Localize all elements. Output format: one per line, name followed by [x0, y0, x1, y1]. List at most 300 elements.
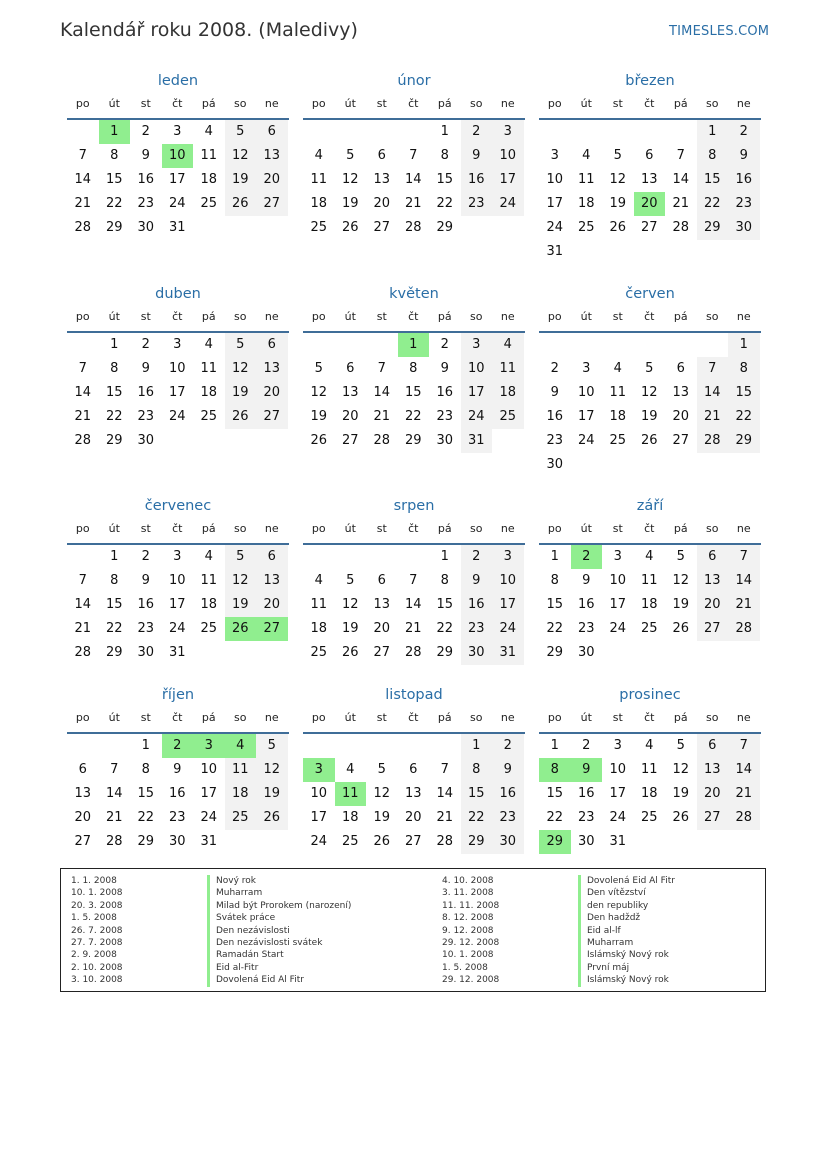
- day-cell: 19: [341, 196, 359, 211]
- day-cell: 6: [409, 762, 418, 777]
- day-cell: 21: [74, 196, 92, 211]
- day-cell: 25: [200, 409, 218, 424]
- day-cell: 25: [310, 220, 328, 235]
- holiday-name: Ramadán Start: [207, 949, 351, 961]
- holiday-name: Den vítězství: [578, 887, 675, 899]
- day-cell: 27: [373, 645, 391, 660]
- empty-cell: [67, 734, 99, 758]
- day-cell: 14: [404, 172, 422, 187]
- day-cell: 9: [461, 569, 493, 593]
- day-cell: 26: [341, 220, 359, 235]
- weekday-label: so: [234, 711, 247, 724]
- day-cell: 3: [550, 148, 559, 163]
- weekday-label: pá: [673, 522, 688, 535]
- weekday-label: ne: [264, 522, 279, 535]
- weekday-label: po: [75, 522, 90, 535]
- day-cell: 6: [256, 545, 288, 569]
- day-cell: 8: [110, 148, 119, 163]
- day-cell: 13: [74, 786, 92, 801]
- day-cell: 24: [168, 196, 186, 211]
- legend-dates-right: [442, 875, 499, 987]
- day-cell: 27: [640, 220, 658, 235]
- empty-cell: [539, 120, 571, 144]
- weekday-label: st: [140, 522, 151, 535]
- day-cell: 7: [409, 573, 418, 588]
- day-cell: 18: [200, 385, 218, 400]
- day-cell: 8: [728, 357, 760, 381]
- day-cell: 24: [492, 192, 524, 216]
- holiday-date: 2. 10. 2008: [71, 962, 123, 973]
- day-cell: 15: [105, 385, 123, 400]
- empty-cell: [99, 734, 131, 758]
- page-title: Kalendář roku 2008. (Maledivy): [60, 19, 358, 41]
- holiday-name: Eid al-lf: [578, 925, 675, 937]
- weekday-header: [539, 96, 761, 112]
- holiday-day: 10: [162, 144, 194, 168]
- day-cell: 15: [105, 172, 123, 187]
- weekday-header: [303, 710, 525, 726]
- day-cell: 28: [404, 645, 422, 660]
- day-cell: 20: [373, 196, 391, 211]
- day-cell: 14: [697, 381, 729, 405]
- weekday-label: čt: [408, 310, 419, 323]
- day-cell: 9: [173, 762, 182, 777]
- day-cell: 16: [492, 782, 524, 806]
- day-cell: 1: [550, 738, 559, 753]
- day-cell: 7: [676, 148, 685, 163]
- day-cell: 9: [461, 144, 493, 168]
- day-cell: 7: [728, 734, 760, 758]
- day-cell: 7: [697, 357, 729, 381]
- month-name: březen: [625, 73, 675, 89]
- holiday-name: Den hadždž: [578, 912, 675, 924]
- day-cell: 17: [546, 196, 564, 211]
- day-cell: 2: [728, 120, 760, 144]
- month-10: [303, 687, 525, 854]
- day-cell: 23: [577, 621, 595, 636]
- day-cell: 23: [137, 621, 155, 636]
- day-grid: [539, 545, 761, 665]
- day-cell: 30: [168, 834, 186, 849]
- weekday-label: pá: [437, 310, 452, 323]
- holiday-name: Muharram: [578, 937, 675, 949]
- weekday-label: čt: [644, 522, 655, 535]
- day-cell: 26: [310, 433, 328, 448]
- holiday-day: 3: [303, 758, 335, 782]
- weekday-label: st: [612, 711, 623, 724]
- day-cell: 25: [341, 834, 359, 849]
- day-cell: 10: [168, 573, 186, 588]
- day-cell: 3: [173, 124, 182, 139]
- holiday-name: Svátek práce: [207, 912, 351, 924]
- weekday-label: ne: [500, 310, 515, 323]
- holiday-day: 9: [571, 758, 603, 782]
- weekday-label: st: [140, 711, 151, 724]
- day-cell: 21: [373, 409, 391, 424]
- empty-cell: [398, 545, 430, 569]
- day-cell: 27: [404, 834, 422, 849]
- day-cell: 21: [105, 810, 123, 825]
- weekday-label: st: [376, 522, 387, 535]
- day-cell: 10: [310, 786, 328, 801]
- day-cell: 15: [728, 381, 760, 405]
- day-cell: 25: [310, 645, 328, 660]
- day-cell: 18: [492, 381, 524, 405]
- day-grid: [303, 120, 525, 240]
- day-cell: 6: [697, 545, 729, 569]
- day-cell: 27: [373, 220, 391, 235]
- day-cell: 25: [225, 806, 257, 830]
- empty-cell: [335, 333, 367, 357]
- day-cell: 2: [492, 734, 524, 758]
- day-cell: 21: [74, 409, 92, 424]
- day-cell: 1: [697, 120, 729, 144]
- day-cell: 26: [225, 192, 257, 216]
- holiday-date: 2. 9. 2008: [71, 950, 117, 961]
- day-cell: 31: [168, 645, 186, 660]
- day-cell: 1: [550, 549, 559, 564]
- weekday-label: po: [311, 522, 326, 535]
- day-cell: 8: [110, 361, 119, 376]
- day-cell: 12: [225, 569, 257, 593]
- day-cell: 30: [492, 830, 524, 854]
- day-cell: 10: [609, 573, 627, 588]
- weekday-label: po: [547, 97, 562, 110]
- day-cell: 13: [373, 172, 391, 187]
- empty-cell: [366, 120, 398, 144]
- day-cell: 9: [550, 385, 559, 400]
- day-grid: [67, 545, 289, 665]
- holiday-name: Muharram: [207, 887, 351, 899]
- day-cell: 20: [404, 810, 422, 825]
- weekday-header: [67, 521, 289, 537]
- weekday-label: so: [706, 522, 719, 535]
- day-cell: 6: [676, 361, 685, 376]
- day-cell: 2: [550, 361, 559, 376]
- day-cell: 22: [546, 621, 564, 636]
- holiday-date: 11. 11. 2008: [442, 900, 500, 911]
- day-cell: 14: [728, 758, 760, 782]
- day-cell: 16: [461, 593, 493, 617]
- day-cell: 1: [110, 549, 119, 564]
- day-cell: 22: [728, 405, 760, 429]
- day-cell: 18: [640, 597, 658, 612]
- weekday-label: čt: [644, 711, 655, 724]
- weekday-label: čt: [408, 711, 419, 724]
- day-cell: 7: [728, 545, 760, 569]
- day-cell: 11: [609, 385, 627, 400]
- day-cell: 24: [461, 405, 493, 429]
- day-cell: 13: [697, 569, 729, 593]
- day-cell: 3: [492, 545, 524, 569]
- day-cell: 31: [168, 220, 186, 235]
- day-cell: 12: [373, 786, 391, 801]
- weekday-label: ne: [736, 522, 751, 535]
- day-cell: 25: [577, 220, 595, 235]
- day-cell: 12: [341, 172, 359, 187]
- weekday-label: pá: [673, 97, 688, 110]
- day-cell: 17: [492, 168, 524, 192]
- empty-cell: [303, 333, 335, 357]
- holiday-date: 10. 1. 2008: [71, 888, 123, 899]
- holiday-name: Eid al-Fitr: [207, 962, 351, 974]
- day-cell: 13: [256, 144, 288, 168]
- holiday-day: 1: [398, 333, 430, 357]
- day-cell: 3: [582, 361, 591, 376]
- day-grid: [539, 333, 761, 477]
- holiday-date: 29. 12. 2008: [442, 937, 500, 948]
- day-cell: 24: [492, 617, 524, 641]
- day-cell: 17: [310, 810, 328, 825]
- day-cell: 27: [256, 405, 288, 429]
- month-name: listopad: [385, 687, 443, 703]
- day-cell: 14: [436, 786, 454, 801]
- day-cell: 18: [200, 172, 218, 187]
- day-cell: 10: [577, 385, 595, 400]
- month-name: září: [636, 498, 664, 514]
- holiday-day: 11: [335, 782, 367, 806]
- day-cell: 19: [310, 409, 328, 424]
- day-cell: 26: [341, 645, 359, 660]
- weekday-label: so: [470, 310, 483, 323]
- weekday-header: [67, 710, 289, 726]
- day-cell: 21: [672, 196, 690, 211]
- day-cell: 5: [346, 573, 355, 588]
- day-cell: 10: [168, 361, 186, 376]
- weekday-label: st: [612, 97, 623, 110]
- weekday-label: út: [580, 522, 592, 535]
- month-name: květen: [389, 286, 439, 302]
- day-cell: 9: [582, 573, 591, 588]
- weekday-header: [67, 96, 289, 112]
- day-cell: 3: [461, 333, 493, 357]
- day-cell: 31: [609, 834, 627, 849]
- day-cell: 19: [609, 196, 627, 211]
- day-cell: 8: [440, 573, 449, 588]
- weekday-header: [303, 309, 525, 325]
- day-cell: 5: [613, 148, 622, 163]
- day-cell: 30: [728, 216, 760, 240]
- day-cell: 15: [436, 597, 454, 612]
- day-cell: 6: [377, 148, 386, 163]
- day-cell: 26: [373, 834, 391, 849]
- empty-cell: [335, 734, 367, 758]
- day-cell: 4: [314, 573, 323, 588]
- month-name: únor: [397, 73, 431, 89]
- weekday-label: út: [344, 310, 356, 323]
- weekday-label: út: [344, 711, 356, 724]
- holiday-date: 1. 5. 2008: [71, 913, 117, 924]
- day-cell: 13: [640, 172, 658, 187]
- month-4: [303, 286, 525, 453]
- day-cell: 13: [373, 597, 391, 612]
- day-cell: 27: [256, 192, 288, 216]
- day-cell: 31: [546, 244, 564, 259]
- day-cell: 17: [577, 409, 595, 424]
- weekday-label: čt: [408, 522, 419, 535]
- weekday-label: ne: [500, 522, 515, 535]
- day-cell: 28: [404, 220, 422, 235]
- weekday-label: po: [311, 310, 326, 323]
- day-cell: 6: [697, 734, 729, 758]
- day-cell: 23: [461, 192, 493, 216]
- weekday-label: so: [234, 97, 247, 110]
- day-cell: 4: [346, 762, 355, 777]
- weekday-label: čt: [172, 97, 183, 110]
- day-grid: [539, 120, 761, 264]
- weekday-label: ne: [500, 97, 515, 110]
- day-cell: 1: [440, 549, 449, 564]
- day-grid: [539, 734, 761, 854]
- day-cell: 4: [613, 361, 622, 376]
- holiday-day: 2: [571, 545, 603, 569]
- empty-cell: [665, 120, 697, 144]
- weekday-header: [539, 309, 761, 325]
- day-cell: 22: [436, 621, 454, 636]
- holiday-day: 27: [256, 617, 288, 641]
- day-cell: 5: [676, 738, 685, 753]
- legend-dates-left: [71, 875, 123, 987]
- legend-names-left: [207, 875, 351, 987]
- day-cell: 17: [168, 597, 186, 612]
- day-grid: [67, 120, 289, 240]
- empty-cell: [303, 120, 335, 144]
- holiday-date: 10. 1. 2008: [442, 950, 494, 961]
- weekday-label: st: [612, 522, 623, 535]
- day-cell: 22: [546, 810, 564, 825]
- day-cell: 5: [225, 120, 257, 144]
- empty-cell: [665, 333, 697, 357]
- weekday-label: út: [108, 310, 120, 323]
- day-cell: 2: [141, 549, 150, 564]
- holiday-name: den republiky: [578, 900, 675, 912]
- day-cell: 28: [105, 834, 123, 849]
- day-cell: 19: [225, 381, 257, 405]
- weekday-label: čt: [644, 310, 655, 323]
- day-cell: 7: [78, 148, 87, 163]
- holiday-day: 26: [225, 617, 257, 641]
- month-name: leden: [157, 73, 199, 89]
- day-cell: 22: [461, 806, 493, 830]
- holiday-date: 27. 7. 2008: [71, 937, 123, 948]
- day-cell: 5: [346, 148, 355, 163]
- day-cell: 11: [225, 758, 257, 782]
- day-cell: 26: [609, 220, 627, 235]
- day-cell: 20: [256, 593, 288, 617]
- day-cell: 11: [640, 762, 658, 777]
- day-cell: 4: [492, 333, 524, 357]
- day-cell: 30: [461, 641, 493, 665]
- day-cell: 24: [200, 810, 218, 825]
- day-cell: 29: [546, 645, 564, 660]
- day-cell: 14: [74, 172, 92, 187]
- day-cell: 5: [645, 361, 654, 376]
- holiday-date: 1. 5. 2008: [442, 962, 488, 973]
- day-cell: 5: [256, 734, 288, 758]
- empty-cell: [335, 120, 367, 144]
- day-cell: 5: [377, 762, 386, 777]
- day-cell: 28: [728, 617, 760, 641]
- weekday-label: st: [376, 97, 387, 110]
- day-cell: 2: [461, 545, 493, 569]
- day-cell: 20: [672, 409, 690, 424]
- day-cell: 17: [168, 385, 186, 400]
- day-cell: 5: [225, 333, 257, 357]
- weekday-label: út: [580, 711, 592, 724]
- empty-cell: [335, 545, 367, 569]
- holiday-day: 4: [225, 734, 257, 758]
- holiday-date: 3. 11. 2008: [442, 888, 494, 899]
- day-cell: 30: [137, 645, 155, 660]
- weekday-label: st: [140, 97, 151, 110]
- weekday-label: ne: [736, 310, 751, 323]
- day-cell: 10: [492, 569, 524, 593]
- holiday-name: Dovolená Eid Al Fitr: [578, 875, 675, 887]
- month-name: srpen: [393, 498, 435, 514]
- day-cell: 25: [200, 621, 218, 636]
- day-cell: 20: [697, 782, 729, 806]
- month-7: [303, 498, 525, 665]
- day-cell: 8: [409, 361, 418, 376]
- day-cell: 16: [137, 385, 155, 400]
- day-cell: 10: [492, 144, 524, 168]
- day-cell: 4: [204, 549, 213, 564]
- day-cell: 6: [346, 361, 355, 376]
- day-cell: 11: [200, 573, 218, 588]
- day-cell: 4: [645, 549, 654, 564]
- day-cell: 3: [613, 738, 622, 753]
- day-cell: 22: [436, 196, 454, 211]
- day-cell: 7: [440, 762, 449, 777]
- day-cell: 5: [314, 361, 323, 376]
- holiday-name: Dovolená Eid Al Fitr: [207, 974, 351, 986]
- day-cell: 15: [546, 786, 564, 801]
- day-cell: 16: [137, 597, 155, 612]
- holiday-name: Islámský Nový rok: [578, 974, 675, 986]
- day-cell: 18: [310, 621, 328, 636]
- holiday-date: 4. 10. 2008: [442, 876, 494, 886]
- day-cell: 20: [341, 409, 359, 424]
- day-cell: 8: [550, 573, 559, 588]
- day-grid: [303, 545, 525, 665]
- day-cell: 30: [137, 433, 155, 448]
- day-cell: 29: [728, 429, 760, 453]
- empty-cell: [67, 545, 99, 569]
- day-cell: 11: [310, 597, 328, 612]
- weekday-header: [67, 309, 289, 325]
- month-name: prosinec: [619, 687, 681, 703]
- holiday-name: První máj: [578, 962, 675, 974]
- day-cell: 9: [141, 148, 150, 163]
- month-2: [539, 73, 761, 264]
- site-link[interactable]: TIMESLES.COM: [669, 24, 770, 39]
- day-cell: 12: [256, 758, 288, 782]
- holiday-date: 1. 1. 2008: [71, 876, 117, 886]
- day-cell: 7: [110, 762, 119, 777]
- empty-cell: [398, 120, 430, 144]
- month-name: duben: [155, 286, 201, 302]
- weekday-label: so: [706, 310, 719, 323]
- day-cell: 21: [728, 593, 760, 617]
- day-cell: 27: [697, 806, 729, 830]
- holiday-day: 20: [634, 192, 666, 216]
- weekday-label: so: [706, 97, 719, 110]
- day-cell: 23: [728, 192, 760, 216]
- day-cell: 2: [141, 337, 150, 352]
- day-cell: 7: [78, 573, 87, 588]
- day-cell: 12: [225, 357, 257, 381]
- day-cell: 17: [200, 786, 218, 801]
